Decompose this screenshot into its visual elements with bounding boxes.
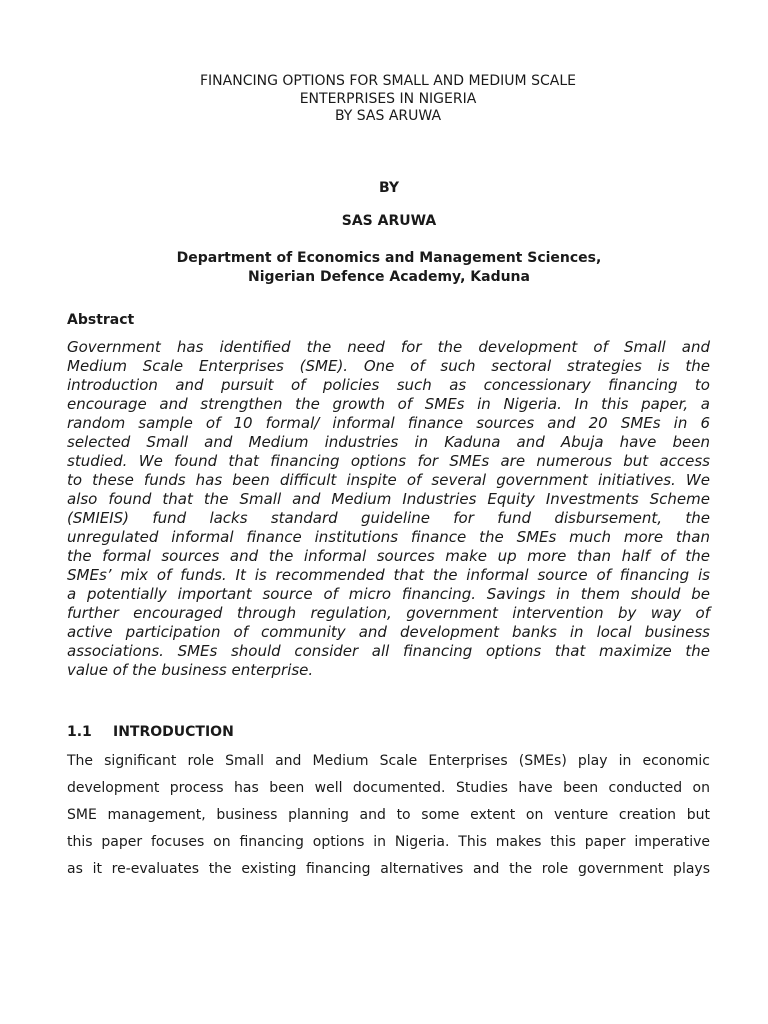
abstract-line: further encouraged through regulation, government intervention by way of (67, 604, 710, 622)
title-line: BY SAS ARUWA (334, 108, 442, 124)
section-number: 1.1 (67, 724, 92, 740)
section-heading (67, 724, 234, 740)
abstract-line: SMEs’ mix of funds. It is recommended that the informal source of financing is (67, 566, 710, 584)
abstract-line: random sample of 10 formal/ informal finance sources and 20 SMEs in 6 (67, 414, 710, 432)
author-affiliation (0, 249, 768, 287)
abstract-line: associations. SMEs should consider all financing options that maximize the (67, 642, 710, 660)
affiliation-line: Department of Economics and Management Sciences, (176, 250, 602, 266)
abstract-line: a potentially important source of micro financing. Savings in them should be (67, 585, 710, 603)
title-line: FINANCING OPTIONS FOR SMALL AND MEDIUM SCALE (200, 73, 576, 89)
body-line: as it re-evaluates the existing financing alternatives and the role government plays (67, 861, 710, 877)
abstract-line: active participation of community and development banks in local business (67, 623, 710, 641)
abstract-line: unregulated informal finance institutions finance the SMEs much more than (67, 528, 710, 546)
abstract-line: studied. We found that financing options for SMEs are numerous but access (67, 452, 710, 470)
author-name: SAS ARUWA (341, 213, 437, 229)
title-line: ENTERPRISES IN NIGERIA (299, 90, 477, 107)
abstract-line: Government has identified the need for the development of Small and (67, 338, 710, 356)
by-label: BY (378, 180, 400, 196)
abstract-line: encourage and strengthen the growth of SMEs in Nigeria. In this paper, a (67, 395, 710, 413)
section-title: INTRODUCTION (113, 724, 234, 740)
body-line: this paper focuses on financing options in Nigeria. This makes this paper imperative (67, 834, 710, 850)
abstract-line: the formal sources and the informal sources make up more than half of the (67, 547, 710, 565)
abstract-line: introduction and pursuit of policies such as concessionary financing to (67, 376, 710, 394)
body-line: development process has been well documented. Studies have been conducted on (67, 780, 710, 796)
abstract-line: to these funds has been difficult inspite of several government initiatives. We (67, 471, 710, 489)
body-line: The significant role Small and Medium Scale Enterprises (SMEs) play in economic (67, 753, 710, 769)
introduction-body (67, 748, 710, 883)
body-line: SME management, business planning and to some extent on venture creation but (67, 807, 710, 823)
abstract-line: (SMIEIS) fund lacks standard guideline for fund disbursement, the (67, 509, 710, 527)
abstract-body (67, 338, 710, 680)
affiliation-line: Nigerian Defence Academy, Kaduna (248, 269, 530, 285)
abstract-line: also found that the Small and Medium Industries Equity Investments Scheme (67, 490, 710, 508)
abstract-line: Medium Scale Enterprises (SME). One of such sectoral strategies is the (67, 357, 710, 375)
abstract-heading: Abstract (67, 312, 135, 328)
paper-title (0, 73, 768, 126)
abstract-line: value of the business enterprise. (67, 661, 314, 679)
abstract-line: selected Small and Medium industries in Kaduna and Abuja have been (67, 433, 710, 451)
